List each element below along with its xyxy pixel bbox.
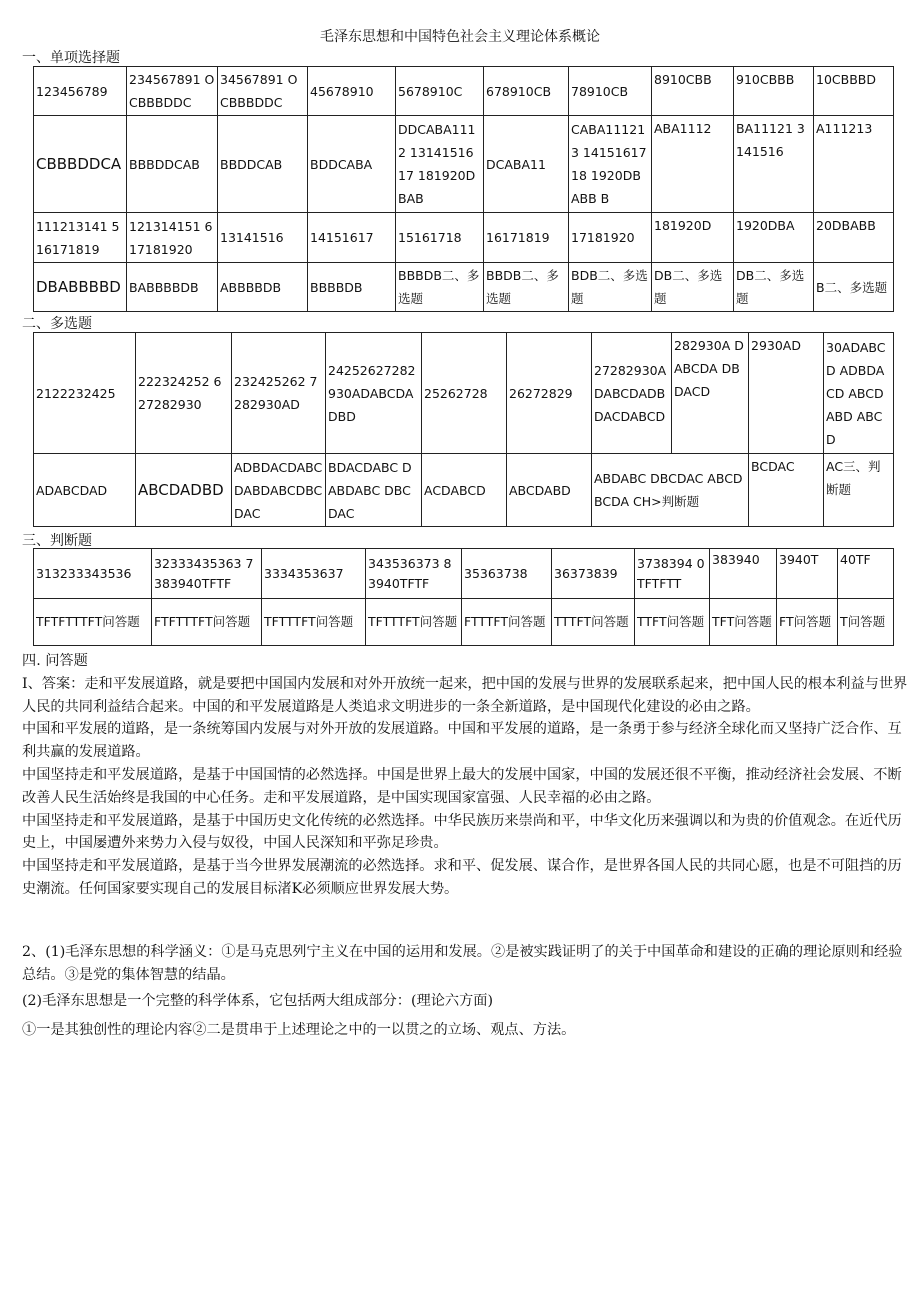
table-cell: ABBBBDB bbox=[218, 263, 308, 312]
table-cell: 35363738 bbox=[462, 549, 552, 599]
table-cell: 25262728 bbox=[422, 333, 507, 454]
table-cell: BBBDB二、多选题 bbox=[396, 263, 484, 312]
table-cell: 2930AD bbox=[749, 333, 824, 454]
answer-paragraph: 2、(1)毛泽东思想的科学涵义：①是马克思列宁主义在中国的运用和发展。②是被实践证明了的关于中国革命和建设的正确的理论原则和经验总结。③是党的集体智慧的结晶。 bbox=[22, 943, 903, 983]
table-cell: DCABA11 bbox=[484, 116, 569, 213]
table-cell: BDDCABA bbox=[308, 116, 396, 213]
table-cell: 3738394 0TFTFTT bbox=[635, 549, 710, 599]
table-row bbox=[34, 599, 894, 646]
table-cell: ACDABCD bbox=[422, 454, 507, 527]
table-cell: TFT问答题 bbox=[710, 599, 777, 646]
table-cell: 121314151 617181920 bbox=[127, 213, 218, 263]
table-cell: 32333435363 7383940TFTF bbox=[152, 549, 262, 599]
table-cell: 234567891 OCBBBDDC bbox=[127, 67, 218, 116]
table-cell: 222324252 627282930 bbox=[136, 333, 232, 454]
table-row bbox=[34, 116, 894, 213]
table-cell: 678910CB bbox=[484, 67, 569, 116]
table-cell: DBABBBBD bbox=[34, 263, 127, 312]
section1-heading: 一、单项选择题 bbox=[22, 50, 120, 66]
table-cell: 27282930A DABCDADB DACDABCD bbox=[592, 333, 672, 454]
section4-heading: 四. 问答题 bbox=[22, 653, 88, 669]
table-cell: CABA111213 1415161718 1920DBABB B bbox=[569, 116, 652, 213]
answer-paragraph: 中国坚持走和平发展道路，是基于中国国情的必然选择。中国是世界上最大的发展中国家，中国的发展还很不平衡，推动经济社会发展、不断改善人民生活始终是我国的中心任务。走和平发展道路，是中国实现国家富强、人民幸福的必由之路。 bbox=[22, 766, 902, 806]
table-cell: 30ADABCD ADBDACD ABCDABD ABCD bbox=[824, 333, 894, 454]
table-cell: 24252627282 930ADABCDA DBD bbox=[326, 333, 422, 454]
table-cell: 343536373 83940TFTF bbox=[366, 549, 462, 599]
table-cell: 383940 bbox=[710, 549, 777, 599]
answer-paragraph: (2)毛泽东思想是一个完整的科学体系，它包括两大组成部分：(理论六方面) bbox=[22, 993, 493, 1010]
table-cell: BBBDDCAB bbox=[127, 116, 218, 213]
table-cell: 3334353637 bbox=[262, 549, 366, 599]
table-cell: B二、多选题 bbox=[814, 263, 894, 312]
table-cell: 910CBBB bbox=[734, 67, 814, 116]
table-cell: 45678910 bbox=[308, 67, 396, 116]
table-cell: 16171819 bbox=[484, 213, 569, 263]
table-cell: DDCABA1112 1314151617 181920DBAB bbox=[396, 116, 484, 213]
table-cell: 17181920 bbox=[569, 213, 652, 263]
table-cell: ADABCDAD bbox=[34, 454, 136, 527]
table-cell: ABA1112 bbox=[652, 116, 734, 213]
answer-paragraph: 中国坚持走和平发展道路，是基于当今世界发展潮流的必然选择。求和平、促发展、谋合作，是世界各国人民的共同心愿，也是不可阻挡的历史潮流。任何国家要实现自己的发展目标渚K必须顺应世界发展大势。 bbox=[22, 858, 902, 897]
table-cell: ABCDADBD bbox=[136, 454, 232, 527]
table-row bbox=[34, 454, 894, 527]
section2-heading: 二、多选题 bbox=[22, 316, 92, 332]
table-cell: BA11121 3141516 bbox=[734, 116, 814, 213]
table-cell: 3940T bbox=[777, 549, 838, 599]
table-cell: BBBBDB bbox=[308, 263, 396, 312]
table-cell: BBDDCAB bbox=[218, 116, 308, 213]
table-cell: FTTTFT问答题 bbox=[462, 599, 552, 646]
table-row bbox=[34, 263, 894, 312]
table-cell: T问答题 bbox=[838, 599, 894, 646]
table-cell: 78910CB bbox=[569, 67, 652, 116]
table-cell: FTFTTTFT问答题 bbox=[152, 599, 262, 646]
table-cell: BCDAC bbox=[749, 454, 824, 527]
table-cell: BDACDABC DABDABC DBCDAC bbox=[326, 454, 422, 527]
table-cell: 14151617 bbox=[308, 213, 396, 263]
table-cell: TFTFTTTFT问答题 bbox=[34, 599, 152, 646]
table-cell: DB二、多选题 bbox=[734, 263, 814, 312]
table-cell: 5678910C bbox=[396, 67, 484, 116]
table-cell: ADBDACDABC DABDABCDBC DAC bbox=[232, 454, 326, 527]
table-cell: 232425262 7282930AD bbox=[232, 333, 326, 454]
table-cell: 111213141 516171819 bbox=[34, 213, 127, 263]
multiple-choice-table bbox=[33, 332, 894, 527]
table-cell: 8910CBB bbox=[652, 67, 734, 116]
table-cell: BBDB二、多选题 bbox=[484, 263, 569, 312]
table-cell: CBBBDDCA bbox=[34, 116, 127, 213]
answer-paragraph: ①一是其独创性的理论内容②二是贯串于上述理论之中的一以贯之的立场、观点、方法。 bbox=[22, 1022, 576, 1039]
single-choice-table bbox=[33, 66, 894, 312]
table-cell: TFTTTFT问答题 bbox=[262, 599, 366, 646]
table-cell: 1920DBA bbox=[734, 213, 814, 263]
section3-heading: 三、判断题 bbox=[22, 533, 92, 549]
table-cell: ABDABC DBCDAC ABCDBCDA CH>判断题 bbox=[592, 454, 749, 527]
table-cell: TTTFT问答题 bbox=[552, 599, 635, 646]
table-cell: TTFT问答题 bbox=[635, 599, 710, 646]
table-cell: 36373839 bbox=[552, 549, 635, 599]
table-cell: 123456789 bbox=[34, 67, 127, 116]
table-cell: AC三、判断题 bbox=[824, 454, 894, 527]
table-row bbox=[34, 213, 894, 263]
answer-paragraph: I、答案：走和平发展道路，就是要把中国国内发展和对外开放统一起来，把中国的发展与世界的发展联系起来，把中国人民的根本利益与世界人民的共同利益结合起来。中国的和平发展道路是人类追求文明进步的一条全新道路，是中国现代化建设的必由之路。 bbox=[22, 675, 908, 715]
table-cell: DB二、多选题 bbox=[652, 263, 734, 312]
true-false-table bbox=[33, 548, 894, 646]
table-cell: BDB二、多选题 bbox=[569, 263, 652, 312]
table-cell: 34567891 OCBBBDDC bbox=[218, 67, 308, 116]
table-cell: 13141516 bbox=[218, 213, 308, 263]
table-cell: A111213 bbox=[814, 116, 894, 213]
table-cell: TFTTTFT问答题 bbox=[366, 599, 462, 646]
table-cell: FT问答题 bbox=[777, 599, 838, 646]
table-cell: 2122232425 bbox=[34, 333, 136, 454]
answer-paragraph: 中国坚持走和平发展道路，是基于中国历史文化传统的必然选择。中华民族历来崇尚和平，中华文化历来强调以和为贵的价值观念。在近代历史上，中国屡遭外来势力入侵与奴役，中国人民深知和平弥足珍贵。 bbox=[22, 812, 902, 852]
table-cell: 181920D bbox=[652, 213, 734, 263]
table-cell: 20DBABB bbox=[814, 213, 894, 263]
table-cell: ABCDABD bbox=[507, 454, 592, 527]
document-title: 毛泽东思想和中国特色社会主义理论体系概论 bbox=[320, 29, 600, 45]
table-cell: 40TF bbox=[838, 549, 894, 599]
table-cell: 313233343536 bbox=[34, 549, 152, 599]
qa-section bbox=[22, 650, 912, 1042]
table-cell: 26272829 bbox=[507, 333, 592, 454]
table-cell: BABBBBDB bbox=[127, 263, 218, 312]
table-cell: 282930A DABCDA DBDACD bbox=[672, 333, 749, 454]
table-cell: 15161718 bbox=[396, 213, 484, 263]
table-row bbox=[34, 67, 894, 116]
answer-paragraph: 中国和平发展的道路，是一条统筹国内发展与对外开放的发展道路。中国和平发展的道路，是一条勇于参与经济全球化而又坚持广泛合作、互利共赢的发展道路。 bbox=[22, 721, 902, 761]
table-row bbox=[34, 549, 894, 599]
table-cell: 10CBBBD bbox=[814, 67, 894, 116]
table-row bbox=[34, 333, 894, 454]
